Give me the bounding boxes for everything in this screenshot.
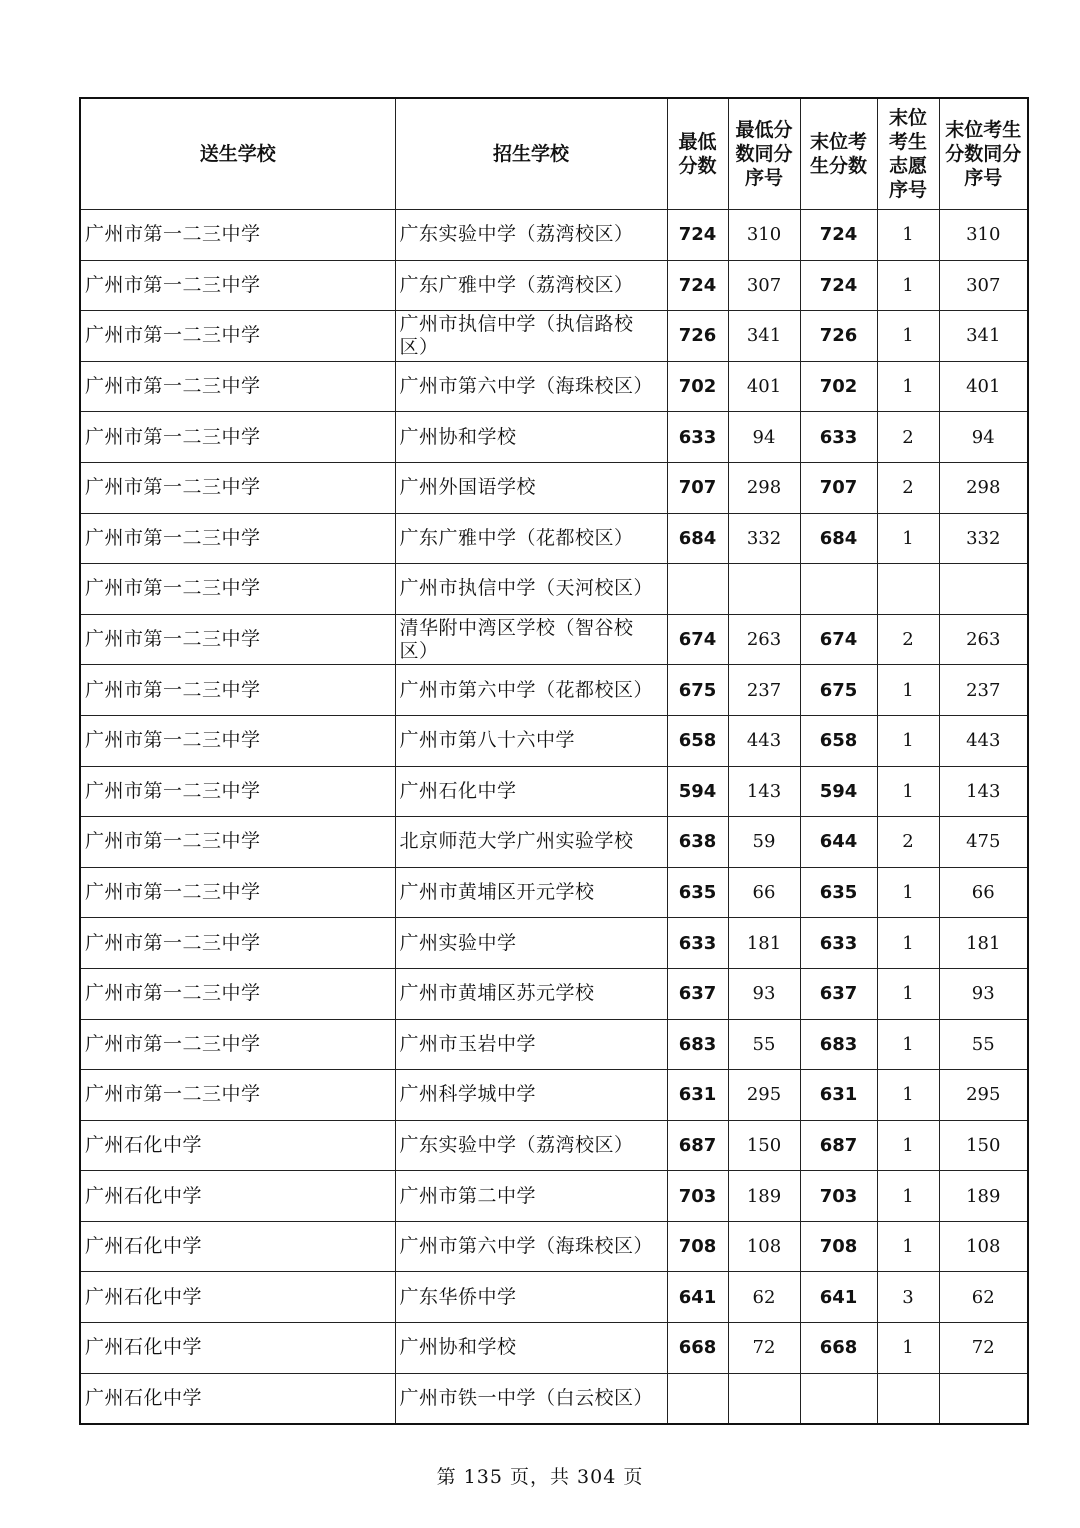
table-row: [80, 1272, 1028, 1323]
cell-min-score: 675: [667, 665, 728, 716]
header-last-rank: 末位考生分数同分序号: [939, 98, 1028, 210]
cell-min-score-rank: 263: [728, 614, 800, 665]
table-row: [80, 361, 1028, 412]
cell-sending-school: 广州市第一二三中学: [80, 918, 395, 969]
cell-last-score: 633: [800, 918, 877, 969]
cell-admitting-school: 广州市第六中学（海珠校区）: [395, 1221, 667, 1272]
cell-last-score: 683: [800, 1019, 877, 1070]
cell-min-score: 707: [667, 462, 728, 513]
header-sending-school: 送生学校: [80, 98, 395, 210]
cell-sending-school: 广州市第一二三中学: [80, 766, 395, 817]
cell-last-rank: 189: [939, 1171, 1028, 1222]
cell-min-score-rank: 55: [728, 1019, 800, 1070]
cell-sending-school: 广州市第一二三中学: [80, 1019, 395, 1070]
cell-admitting-school: 广州市执信中学（天河校区）: [395, 564, 667, 615]
cell-admitting-school: 广州市第八十六中学: [395, 715, 667, 766]
cell-min-score: 641: [667, 1272, 728, 1323]
cell-sending-school: 广州石化中学: [80, 1272, 395, 1323]
cell-min-score: 708: [667, 1221, 728, 1272]
cell-last-rank: 66: [939, 867, 1028, 918]
cell-last-rank: [939, 564, 1028, 615]
cell-min-score: 702: [667, 361, 728, 412]
cell-min-score-rank: 298: [728, 462, 800, 513]
cell-admitting-school: 广东广雅中学（荔湾校区）: [395, 260, 667, 311]
table-row: [80, 614, 1028, 665]
cell-last-score: 637: [800, 968, 877, 1019]
table-row: [80, 968, 1028, 1019]
cell-min-score-rank: 108: [728, 1221, 800, 1272]
cell-min-score-rank: 62: [728, 1272, 800, 1323]
table-row: [80, 665, 1028, 716]
cell-admitting-school: 广州市第六中学（海珠校区）: [395, 361, 667, 412]
cell-admitting-school: 广州市黄埔区开元学校: [395, 867, 667, 918]
cell-last-rank: 62: [939, 1272, 1028, 1323]
cell-admitting-school: 广州市执信中学（执信路校区）: [395, 311, 667, 362]
table-row: [80, 311, 1028, 362]
cell-min-score: 726: [667, 311, 728, 362]
table-row: [80, 1171, 1028, 1222]
table-row: [80, 1373, 1028, 1424]
cell-admitting-school: 广东实验中学（荔湾校区）: [395, 210, 667, 261]
cell-last-choice: [877, 564, 939, 615]
cell-last-rank: 332: [939, 513, 1028, 564]
admission-table: [79, 97, 1029, 1425]
cell-last-choice: 1: [877, 311, 939, 362]
table-row: [80, 817, 1028, 868]
cell-min-score-rank: 307: [728, 260, 800, 311]
cell-min-score-rank: 310: [728, 210, 800, 261]
cell-min-score-rank: 237: [728, 665, 800, 716]
cell-admitting-school: 广州协和学校: [395, 412, 667, 463]
cell-sending-school: 广州市第一二三中学: [80, 412, 395, 463]
cell-sending-school: 广州石化中学: [80, 1373, 395, 1424]
cell-last-score: 708: [800, 1221, 877, 1272]
cell-last-rank: 341: [939, 311, 1028, 362]
cell-admitting-school: 广州外国语学校: [395, 462, 667, 513]
cell-last-rank: 93: [939, 968, 1028, 1019]
cell-last-choice: 1: [877, 260, 939, 311]
cell-last-score: 594: [800, 766, 877, 817]
cell-last-rank: 475: [939, 817, 1028, 868]
cell-sending-school: 广州石化中学: [80, 1171, 395, 1222]
table-row: [80, 1120, 1028, 1171]
cell-min-score: 683: [667, 1019, 728, 1070]
admission-table-container: [79, 97, 1027, 1425]
cell-min-score-rank: [728, 1373, 800, 1424]
table-row: [80, 715, 1028, 766]
cell-admitting-school: 广州市铁一中学（白云校区）: [395, 1373, 667, 1424]
table-row: [80, 1323, 1028, 1374]
cell-last-choice: 1: [877, 918, 939, 969]
header-last-score: 末位考生分数: [800, 98, 877, 210]
cell-last-score: 658: [800, 715, 877, 766]
cell-min-score-rank: 150: [728, 1120, 800, 1171]
cell-min-score-rank: 59: [728, 817, 800, 868]
cell-admitting-school: 广州协和学校: [395, 1323, 667, 1374]
cell-admitting-school: 广州市第六中学（花都校区）: [395, 665, 667, 716]
cell-sending-school: 广州市第一二三中学: [80, 715, 395, 766]
cell-last-rank: 94: [939, 412, 1028, 463]
header-min-score-rank: 最低分数同分序号: [728, 98, 800, 210]
cell-last-rank: 310: [939, 210, 1028, 261]
cell-min-score: 658: [667, 715, 728, 766]
cell-last-rank: 401: [939, 361, 1028, 412]
table-row: [80, 412, 1028, 463]
cell-min-score: 724: [667, 210, 728, 261]
table-row: [80, 867, 1028, 918]
cell-last-rank: [939, 1373, 1028, 1424]
table-row: [80, 1070, 1028, 1121]
cell-min-score: 668: [667, 1323, 728, 1374]
cell-last-choice: 2: [877, 817, 939, 868]
cell-last-choice: 2: [877, 614, 939, 665]
cell-last-rank: 108: [939, 1221, 1028, 1272]
cell-last-choice: 1: [877, 1171, 939, 1222]
cell-sending-school: 广州市第一二三中学: [80, 462, 395, 513]
cell-last-choice: 1: [877, 1070, 939, 1121]
cell-admitting-school: 北京师范大学广州实验学校: [395, 817, 667, 868]
cell-sending-school: 广州市第一二三中学: [80, 867, 395, 918]
cell-min-score: 637: [667, 968, 728, 1019]
cell-min-score-rank: 401: [728, 361, 800, 412]
cell-last-score: [800, 1373, 877, 1424]
cell-last-rank: 443: [939, 715, 1028, 766]
cell-min-score-rank: 181: [728, 918, 800, 969]
cell-last-score: 635: [800, 867, 877, 918]
cell-last-choice: 1: [877, 665, 939, 716]
cell-last-choice: 2: [877, 462, 939, 513]
cell-last-rank: 237: [939, 665, 1028, 716]
cell-min-score: 633: [667, 412, 728, 463]
table-row: [80, 513, 1028, 564]
cell-last-rank: 150: [939, 1120, 1028, 1171]
cell-last-score: 674: [800, 614, 877, 665]
cell-last-choice: 1: [877, 361, 939, 412]
table-body: [80, 210, 1028, 1425]
cell-min-score: 687: [667, 1120, 728, 1171]
cell-min-score-rank: 295: [728, 1070, 800, 1121]
cell-last-rank: 263: [939, 614, 1028, 665]
cell-sending-school: 广州市第一二三中学: [80, 513, 395, 564]
cell-min-score: 703: [667, 1171, 728, 1222]
cell-last-score: 703: [800, 1171, 877, 1222]
cell-last-choice: 1: [877, 715, 939, 766]
cell-sending-school: 广州市第一二三中学: [80, 614, 395, 665]
cell-admitting-school: 广州科学城中学: [395, 1070, 667, 1121]
cell-sending-school: 广州市第一二三中学: [80, 968, 395, 1019]
cell-sending-school: 广州石化中学: [80, 1120, 395, 1171]
cell-min-score: 684: [667, 513, 728, 564]
cell-sending-school: 广州市第一二三中学: [80, 564, 395, 615]
table-row: [80, 918, 1028, 969]
cell-sending-school: 广州市第一二三中学: [80, 311, 395, 362]
cell-min-score-rank: 72: [728, 1323, 800, 1374]
cell-sending-school: 广州市第一二三中学: [80, 260, 395, 311]
cell-min-score-rank: 332: [728, 513, 800, 564]
cell-last-choice: 1: [877, 1221, 939, 1272]
cell-sending-school: 广州市第一二三中学: [80, 210, 395, 261]
cell-last-score: 726: [800, 311, 877, 362]
cell-last-score: 707: [800, 462, 877, 513]
cell-admitting-school: 广州石化中学: [395, 766, 667, 817]
cell-admitting-school: 广东华侨中学: [395, 1272, 667, 1323]
cell-last-score: 687: [800, 1120, 877, 1171]
cell-last-choice: 1: [877, 867, 939, 918]
table-row: [80, 1221, 1028, 1272]
page-footer: 第 135 页，共 304 页: [436, 1466, 644, 1488]
cell-min-score-rank: 93: [728, 968, 800, 1019]
cell-last-score: [800, 564, 877, 615]
table-row: [80, 210, 1028, 261]
cell-last-choice: 3: [877, 1272, 939, 1323]
cell-sending-school: 广州市第一二三中学: [80, 817, 395, 868]
cell-last-score: 633: [800, 412, 877, 463]
table-header-row: [80, 98, 1028, 210]
table-row: [80, 564, 1028, 615]
cell-last-rank: 298: [939, 462, 1028, 513]
cell-admitting-school: 广州市玉岩中学: [395, 1019, 667, 1070]
header-last-choice: 末位考生志愿序号: [877, 98, 939, 210]
cell-admitting-school: 广东广雅中学（花都校区）: [395, 513, 667, 564]
cell-last-choice: 1: [877, 1323, 939, 1374]
cell-sending-school: 广州石化中学: [80, 1323, 395, 1374]
cell-min-score: 674: [667, 614, 728, 665]
cell-last-rank: 295: [939, 1070, 1028, 1121]
cell-last-rank: 143: [939, 766, 1028, 817]
cell-last-score: 631: [800, 1070, 877, 1121]
cell-min-score-rank: 341: [728, 311, 800, 362]
cell-min-score: 631: [667, 1070, 728, 1121]
cell-min-score-rank: 66: [728, 867, 800, 918]
cell-admitting-school: 广州市第二中学: [395, 1171, 667, 1222]
cell-min-score: 635: [667, 867, 728, 918]
cell-sending-school: 广州市第一二三中学: [80, 1070, 395, 1121]
table-row: [80, 260, 1028, 311]
cell-min-score: [667, 564, 728, 615]
cell-min-score: 633: [667, 918, 728, 969]
cell-min-score: 724: [667, 260, 728, 311]
table-row: [80, 1019, 1028, 1070]
cell-last-rank: 181: [939, 918, 1028, 969]
cell-last-score: 724: [800, 260, 877, 311]
cell-min-score: 594: [667, 766, 728, 817]
table-row: [80, 766, 1028, 817]
cell-min-score-rank: 94: [728, 412, 800, 463]
cell-min-score-rank: [728, 564, 800, 615]
cell-last-score: 724: [800, 210, 877, 261]
cell-min-score-rank: 143: [728, 766, 800, 817]
cell-last-rank: 72: [939, 1323, 1028, 1374]
cell-last-score: 684: [800, 513, 877, 564]
cell-admitting-school: 清华附中湾区学校（智谷校区）: [395, 614, 667, 665]
cell-last-choice: 1: [877, 1120, 939, 1171]
table-row: [80, 462, 1028, 513]
cell-admitting-school: 广州实验中学: [395, 918, 667, 969]
cell-min-score-rank: 443: [728, 715, 800, 766]
header-min-score: 最低分数: [667, 98, 728, 210]
cell-last-choice: 1: [877, 513, 939, 564]
cell-sending-school: 广州市第一二三中学: [80, 361, 395, 412]
cell-last-choice: 2: [877, 412, 939, 463]
cell-admitting-school: 广州市黄埔区苏元学校: [395, 968, 667, 1019]
cell-last-choice: 1: [877, 1019, 939, 1070]
cell-last-score: 668: [800, 1323, 877, 1374]
cell-min-score: [667, 1373, 728, 1424]
cell-last-score: 702: [800, 361, 877, 412]
cell-last-choice: 1: [877, 968, 939, 1019]
cell-admitting-school: 广东实验中学（荔湾校区）: [395, 1120, 667, 1171]
cell-last-choice: [877, 1373, 939, 1424]
cell-sending-school: 广州石化中学: [80, 1221, 395, 1272]
cell-last-choice: 1: [877, 766, 939, 817]
cell-sending-school: 广州市第一二三中学: [80, 665, 395, 716]
cell-last-choice: 1: [877, 210, 939, 261]
cell-min-score: 638: [667, 817, 728, 868]
cell-last-score: 644: [800, 817, 877, 868]
header-admitting-school: 招生学校: [395, 98, 667, 210]
cell-last-rank: 55: [939, 1019, 1028, 1070]
cell-last-score: 675: [800, 665, 877, 716]
cell-last-score: 641: [800, 1272, 877, 1323]
cell-last-rank: 307: [939, 260, 1028, 311]
cell-min-score-rank: 189: [728, 1171, 800, 1222]
